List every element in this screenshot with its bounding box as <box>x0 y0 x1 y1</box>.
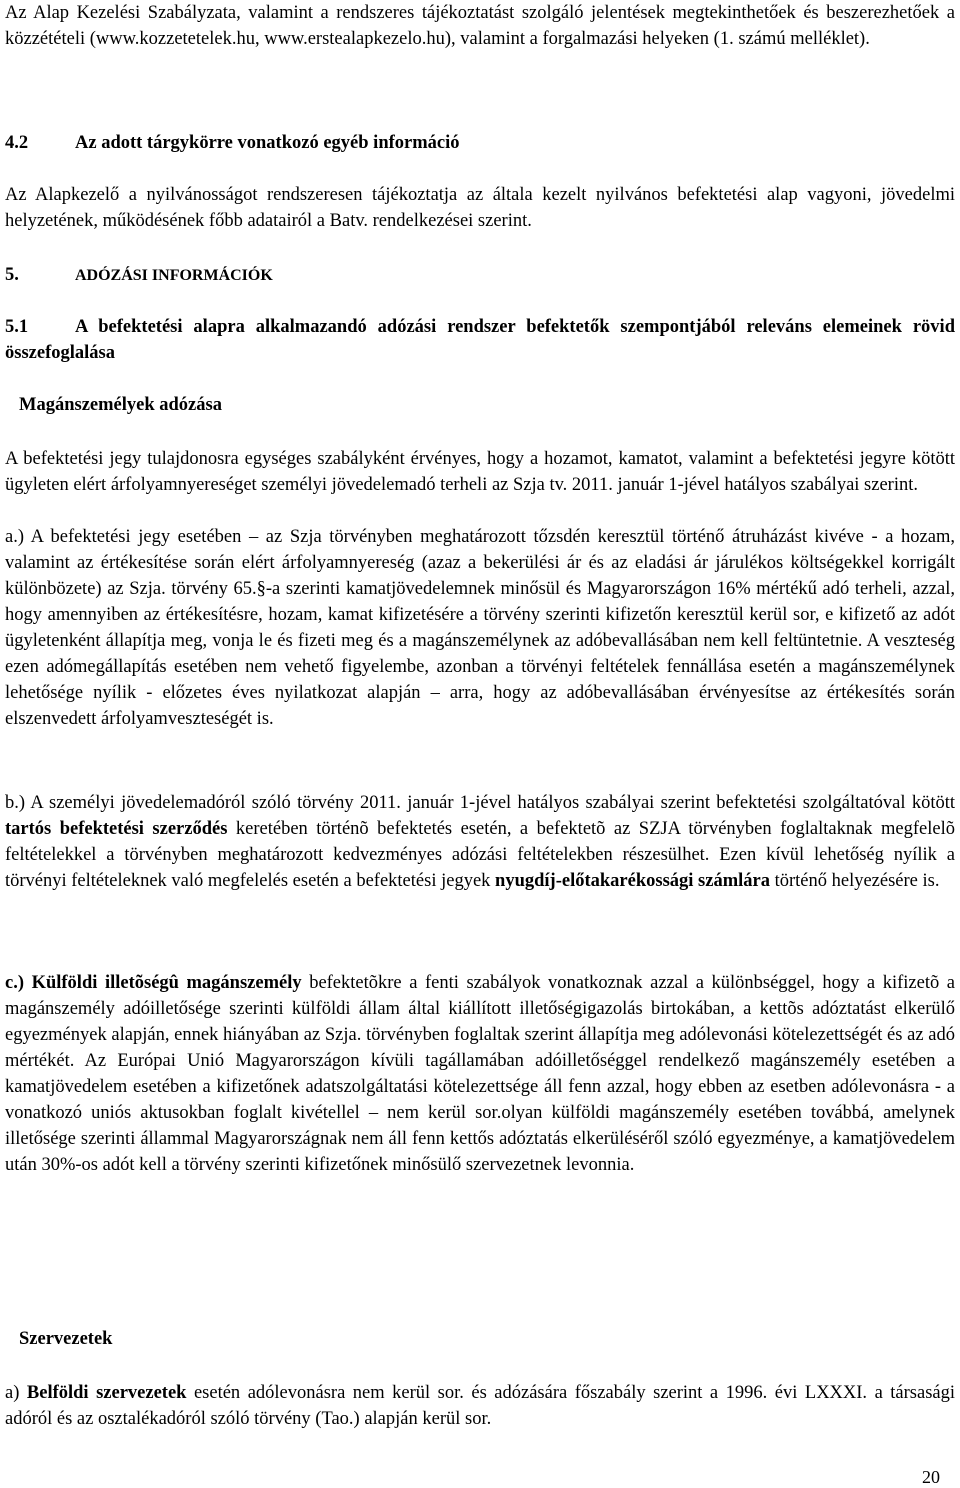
private-b-paragraph <box>5 790 955 894</box>
section-number: 4.2 <box>5 133 29 153</box>
b-text-3: történő helyezésére is. <box>769 871 940 891</box>
organizations-a-paragraph <box>5 1380 955 1432</box>
section-number: 5. <box>5 265 19 285</box>
orgs-a-text: esetén adólevonásra nem kerül sor. és adózására főszabály szerint a 1996. évi LXXXI. a társasági adóról és az osztalékadóról szóló törvény (Tao.) alapján kerül sor. <box>5 1383 956 1429</box>
organizations-heading: Szervezetek <box>19 1329 113 1349</box>
orgs-a-bold: Belföldi szervezetek <box>26 1383 187 1403</box>
b-text-1: b.) A személyi jövedelemadóról szóló törvény 2011. január 1-jével hatályos szabályai szerint befektetési szolgáltatóval kötött <box>5 793 955 813</box>
private-a-paragraph: a.) A befektetési jegy esetében – az Szja törvényben meghatározott tőzsdén keresztül történő átruházást kivéve - a hozam, valamint az értékesítése során elért árfolyamnyereség (azaz a bekerülési ár és az eladási ár járulékos költségekkel korrigált különbözete) az Szja. törvény 65.§-a szerinti kamatjövedelemnek minősül és Magyarországon 16% mértékű adó terheli, azzal, hogy amennyiben az értékesítésre, hozam, kamat kifizetésére a törvény szerinti kifizetőn keresztül kerül sor, e kifizető az adót ügyletenként állapítja meg, vonja le és fizeti meg és a magánszemélynek az adóbevallásában nem kell feltüntetnie. A veszteség ezen adómegállapítás esetében nem vehető figyelembe, azonban a törvényi feltételek fennállása esetén a magánszemélynek lehetősége nyílik - előzetes éves nyilatkozat alapján – arra, hogy az adóbevallásában érvényesítse az értékesítés során elszenvedett árfolyamveszteségét is. <box>5 527 955 729</box>
private-persons-heading: Magánszemélyek adózása <box>19 395 222 415</box>
section-number: 5.1 <box>5 317 29 337</box>
section-4-2-paragraph: Az Alapkezelő a nyilvánosságot rendszeresen tájékoztatja az általa kezelt nyilvános befektetési alap vagyoni, jövedelmi helyzetének, működésének főbb adatairól a Batv. rendelkezései szerint. <box>5 185 955 231</box>
intro-paragraph: Az Alap Kezelési Szabályzata, valamint a rendszeres tájékoztatást szolgáló jelentések megtekinthetőek és beszerezhetőek a közzétételi (www.kozzetetelek.hu, www.erstealapkezelo.hu), valamint a forgalmazási helyeken (1. számú melléklet). <box>5 3 955 49</box>
private-c-paragraph <box>5 970 955 1178</box>
private-intro-paragraph: A befektetési jegy tulajdonosra egységes szabályként érvényes, hogy a hozamot, kamatot, valamint a befektetési jegyre kötött ügyleten elért árfolyamnyereséget személyi jövedelemadó terheli az Szja tv. 2011. január 1-jével hatályos szabályai szerint. <box>5 449 955 495</box>
section-title: Az adott tárgykörre vonatkozó egyéb információ <box>75 133 460 153</box>
c-bold: c.) Külföldi illetõségû magánszemély <box>5 973 302 993</box>
b-text-2: keretében történõ befektetés esetén, a befektetõ az SZJA törvényben foglaltaknak megfelelõ feltételekkel a törvényben meghatározott kedvezményes adózási feltételekben részesülhet. Ezen kívül lehetőség nyílik a törvényi feltételeknek való megfelelés esetén a befektetési jegyek <box>5 819 955 891</box>
section-title: ADÓZÁSI INFORMÁCIÓK <box>75 267 273 284</box>
section-5-1-heading <box>5 314 955 366</box>
page-number: 20 <box>922 1467 940 1487</box>
orgs-a-prefix: a) <box>5 1383 27 1403</box>
b-bold-2: nyugdíj-előtakarékossági számlára <box>495 871 770 891</box>
section-5-heading <box>5 262 955 289</box>
c-text: befektetõkre a fenti szabályok vonatkoznak azzal a különbséggel, hogy a kifizetõ a magánszemély adóilletősége szerinti külföldi állam által kiállított illetőségigazolás birtokában, a kettõs adóztatást elkerülő egyezmények alapján, ennek hiányában az Szja. törvényben foglaltak szerint állapítja meg adólevonási kötelezettségét és az adó mértékét. Az Európai Unió Magyarországon kívüli tagállamában adóilletőséggel rendelkező magánszemély esetében a kamatjövedelem esetében a kifizetőnek adatszolgáltatási kötelezettsége áll fenn azzal, hogy ebben az esetben adólevonásra - a vonatkozó uniós aktusokban foglalt kivétellel – nem kerül sor.olyan külföldi magánszemély esetében továbbá, amelynek illetősége szerinti állammal Magyarországnak nem áll fenn kettős adóztatás elkerüléséről szóló egyezménye, a kamatjövedelem után 30%-os adót kell a törvény szerinti kifizetőnek minősülő szervezetnek levonnia. <box>5 973 955 1175</box>
b-bold-1: tartós befektetési szerződés <box>5 819 228 839</box>
section-title: A befektetési alapra alkalmazandó adózási rendszer befektetők szempontjából releváns elemeinek rövid összefoglalása <box>5 317 955 363</box>
section-4-2-heading <box>5 130 955 156</box>
